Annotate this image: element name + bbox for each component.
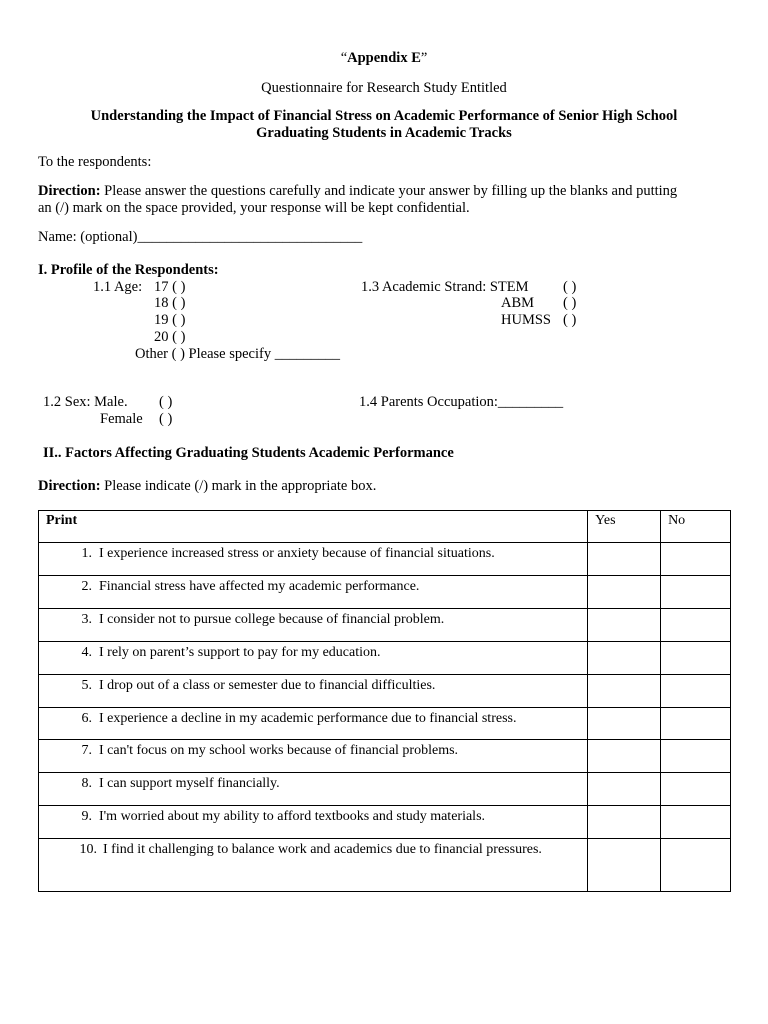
age-option-20[interactable]: 20 ( ) — [154, 329, 186, 345]
statement-cell: 7. I can't focus on my school works because of financial problems. — [39, 740, 588, 773]
table-row — [39, 740, 731, 773]
yes-checkbox-cell[interactable] — [588, 642, 661, 675]
no-checkbox-cell[interactable] — [661, 609, 731, 642]
statement-cell: 1. I experience increased stress or anxiety because of financial situations. — [39, 543, 588, 576]
statement-cell: 2. Financial stress have affected my academic performance. — [39, 576, 588, 609]
strand-abm-box[interactable]: ( ) — [563, 295, 577, 311]
sex-male-box[interactable]: ( ) — [159, 394, 173, 410]
table-header-row — [39, 511, 731, 543]
sex-female-box[interactable]: ( ) — [159, 411, 173, 427]
yes-checkbox-cell[interactable] — [588, 740, 661, 773]
name-field[interactable]: Name: (optional)_______________________________ — [38, 229, 363, 245]
profile-heading: I. Profile of the Respondents: — [38, 262, 219, 278]
no-checkbox-cell[interactable] — [661, 576, 731, 609]
age-option-other[interactable]: Other ( ) Please specify _________ — [135, 346, 340, 362]
strand-humss-label: HUMSS — [501, 312, 551, 328]
table-row — [39, 708, 731, 740]
table-row — [39, 609, 731, 642]
age-option-18[interactable]: 18 ( ) — [154, 295, 186, 311]
age-option-17[interactable]: 17 ( ) — [154, 279, 186, 295]
col-yes-header: Yes — [588, 511, 661, 543]
no-checkbox-cell[interactable] — [661, 642, 731, 675]
section-2-heading: II.. Factors Affecting Graduating Students Academic Performance — [43, 445, 454, 461]
yes-checkbox-cell[interactable] — [588, 773, 661, 806]
parents-occupation-field[interactable]: 1.4 Parents Occupation:_________ — [359, 394, 564, 410]
section-2-direction: Direction: Please indicate (/) mark in the appropriate box. — [38, 478, 377, 494]
statement-cell: 4. I rely on parent’s support to pay for my education. — [39, 642, 588, 675]
statement-cell: 10. I find it challenging to balance work and academics due to financial pressures. — [39, 839, 588, 892]
col-no-header: No — [661, 511, 731, 543]
table-row — [39, 642, 731, 675]
no-checkbox-cell[interactable] — [661, 740, 731, 773]
table-row — [39, 576, 731, 609]
statement-cell: 5. I drop out of a class or semester due to financial difficulties. — [39, 675, 588, 708]
no-checkbox-cell[interactable] — [661, 806, 731, 839]
direction-line-1: Direction: Please answer the questions carefully and indicate your answer by filling up the blanks and putting — [38, 183, 678, 199]
yes-checkbox-cell[interactable] — [588, 543, 661, 576]
statement-cell: 8. I can support myself financially. — [39, 773, 588, 806]
greeting: To the respondents: — [38, 154, 152, 170]
no-checkbox-cell[interactable] — [661, 708, 731, 740]
subtitle: Questionnaire for Research Study Entitled — [261, 80, 507, 96]
statement-cell: 9. I'm worried about my ability to afford textbooks and study materials. — [39, 806, 588, 839]
yes-checkbox-cell[interactable] — [588, 708, 661, 740]
table-row — [39, 806, 731, 839]
statement-cell: 3. I consider not to pursue college because of financial problem. — [39, 609, 588, 642]
yes-checkbox-cell[interactable] — [588, 839, 661, 892]
sex-label: 1.2 Sex: Male. — [43, 394, 128, 410]
age-label: 1.1 Age: — [93, 279, 143, 295]
strand-abm-label: ABM — [501, 295, 535, 311]
yes-checkbox-cell[interactable] — [588, 675, 661, 708]
table-row — [39, 675, 731, 708]
study-title-line-1: Understanding the Impact of Financial Stress on Academic Performance of Senior High School — [90, 108, 678, 124]
age-option-19[interactable]: 19 ( ) — [154, 312, 186, 328]
strand-stem-box[interactable]: ( ) — [563, 279, 577, 295]
no-checkbox-cell[interactable] — [661, 773, 731, 806]
col-print-header: Print — [39, 511, 588, 543]
statement-cell: 6. I experience a decline in my academic performance due to financial stress. — [39, 708, 588, 740]
appendix-title: “Appendix E” — [340, 50, 428, 66]
table-row — [39, 839, 731, 892]
strand-humss-box[interactable]: ( ) — [563, 312, 577, 328]
sex-female-label: Female — [100, 411, 143, 427]
no-checkbox-cell[interactable] — [661, 675, 731, 708]
no-checkbox-cell[interactable] — [661, 543, 731, 576]
direction-line-2: an (/) mark on the space provided, your response will be kept confidential. — [38, 200, 470, 216]
no-checkbox-cell[interactable] — [661, 839, 731, 892]
study-title-line-2: Graduating Students in Academic Tracks — [256, 125, 512, 141]
yes-checkbox-cell[interactable] — [588, 806, 661, 839]
yes-checkbox-cell[interactable] — [588, 609, 661, 642]
strand-label: 1.3 Academic Strand: STEM — [361, 279, 529, 295]
table-row — [39, 543, 731, 576]
yes-checkbox-cell[interactable] — [588, 576, 661, 609]
table-row — [39, 773, 731, 806]
questionnaire-table — [38, 510, 731, 892]
